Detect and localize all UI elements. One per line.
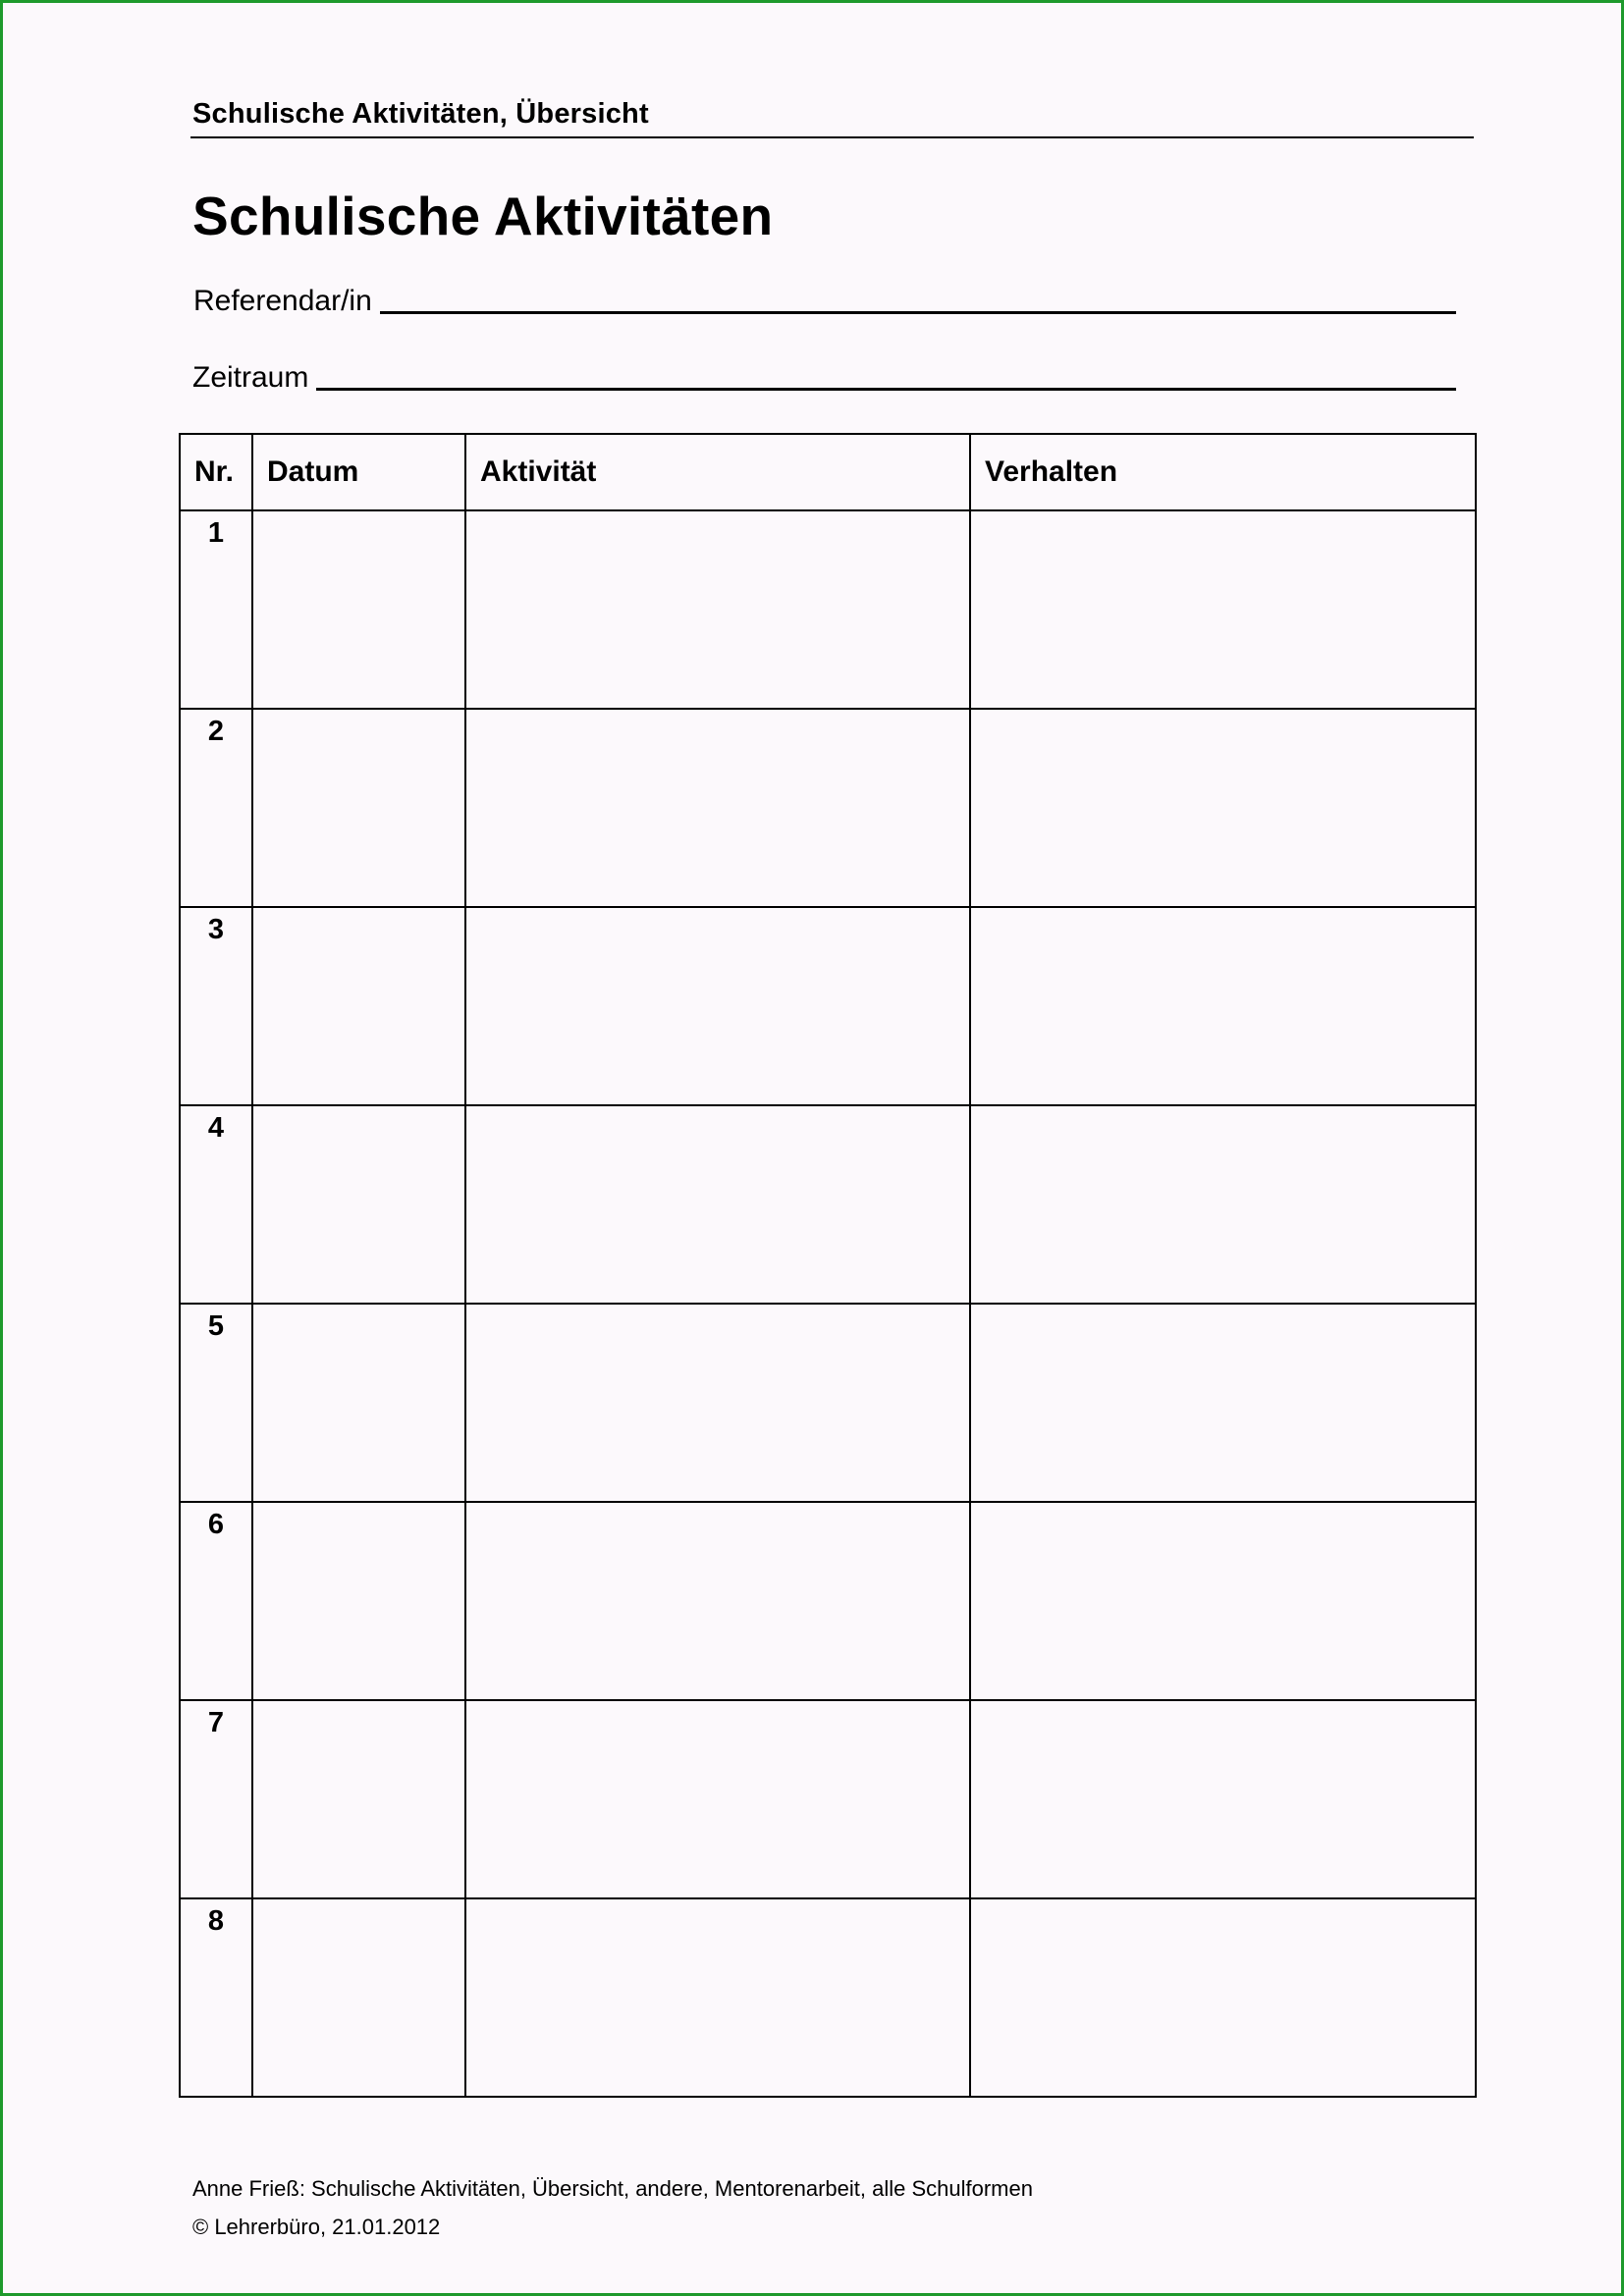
datum-cell[interactable] <box>252 1898 465 2097</box>
header-rule <box>190 136 1474 138</box>
row-number: 1 <box>180 510 252 709</box>
zeitraum-field[interactable] <box>192 359 1456 395</box>
aktivitaet-cell[interactable] <box>465 907 970 1105</box>
table-row <box>180 1105 1476 1304</box>
table-row <box>180 709 1476 907</box>
datum-cell[interactable] <box>252 1700 465 1898</box>
column-header-datum: Datum <box>252 434 465 510</box>
verhalten-cell[interactable] <box>970 1700 1476 1898</box>
verhalten-cell[interactable] <box>970 1105 1476 1304</box>
aktivitaet-cell[interactable] <box>465 1105 970 1304</box>
activities-table <box>179 433 1477 2098</box>
verhalten-cell[interactable] <box>970 510 1476 709</box>
aktivitaet-cell[interactable] <box>465 1898 970 2097</box>
row-number: 2 <box>180 709 252 907</box>
column-header-nr: Nr. <box>180 434 252 510</box>
document-title: Schulische Aktivitäten <box>192 186 774 246</box>
aktivitaet-cell[interactable] <box>465 1700 970 1898</box>
referendar-field[interactable] <box>193 283 1456 318</box>
aktivitaet-cell[interactable] <box>465 709 970 907</box>
datum-cell[interactable] <box>252 1502 465 1700</box>
column-header-verhalten: Verhalten <box>970 434 1476 510</box>
datum-cell[interactable] <box>252 1304 465 1502</box>
datum-cell[interactable] <box>252 709 465 907</box>
table-row <box>180 1502 1476 1700</box>
zeitraum-label: Zeitraum <box>192 361 309 394</box>
verhalten-cell[interactable] <box>970 1304 1476 1502</box>
referendar-label: Referendar/in <box>193 285 372 317</box>
row-number: 5 <box>180 1304 252 1502</box>
running-header: Schulische Aktivitäten, Übersicht <box>192 98 649 130</box>
verhalten-cell[interactable] <box>970 1898 1476 2097</box>
table-row <box>180 510 1476 709</box>
verhalten-cell[interactable] <box>970 1502 1476 1700</box>
table-row <box>180 1898 1476 2097</box>
datum-cell[interactable] <box>252 1105 465 1304</box>
zeitraum-blank-line[interactable] <box>316 388 1456 391</box>
row-number: 3 <box>180 907 252 1105</box>
row-number: 8 <box>180 1898 252 2097</box>
aktivitaet-cell[interactable] <box>465 510 970 709</box>
aktivitaet-cell[interactable] <box>465 1304 970 1502</box>
aktivitaet-cell[interactable] <box>465 1502 970 1700</box>
datum-cell[interactable] <box>252 907 465 1105</box>
datum-cell[interactable] <box>252 510 465 709</box>
row-number: 4 <box>180 1105 252 1304</box>
table-header-row <box>180 434 1476 510</box>
verhalten-cell[interactable] <box>970 709 1476 907</box>
column-header-aktivitaet: Aktivität <box>465 434 970 510</box>
row-number: 6 <box>180 1502 252 1700</box>
verhalten-cell[interactable] <box>970 907 1476 1105</box>
table-row <box>180 1304 1476 1502</box>
row-number: 7 <box>180 1700 252 1898</box>
table-row <box>180 1700 1476 1898</box>
footer-copyright-line: © Lehrerbüro, 21.01.2012 <box>192 2215 441 2239</box>
referendar-blank-line[interactable] <box>380 311 1456 314</box>
footer-source-line: Anne Frieß: Schulische Aktivitäten, Übersicht, andere, Mentorenarbeit, alle Schulformen <box>192 2176 1033 2201</box>
table-row <box>180 907 1476 1105</box>
